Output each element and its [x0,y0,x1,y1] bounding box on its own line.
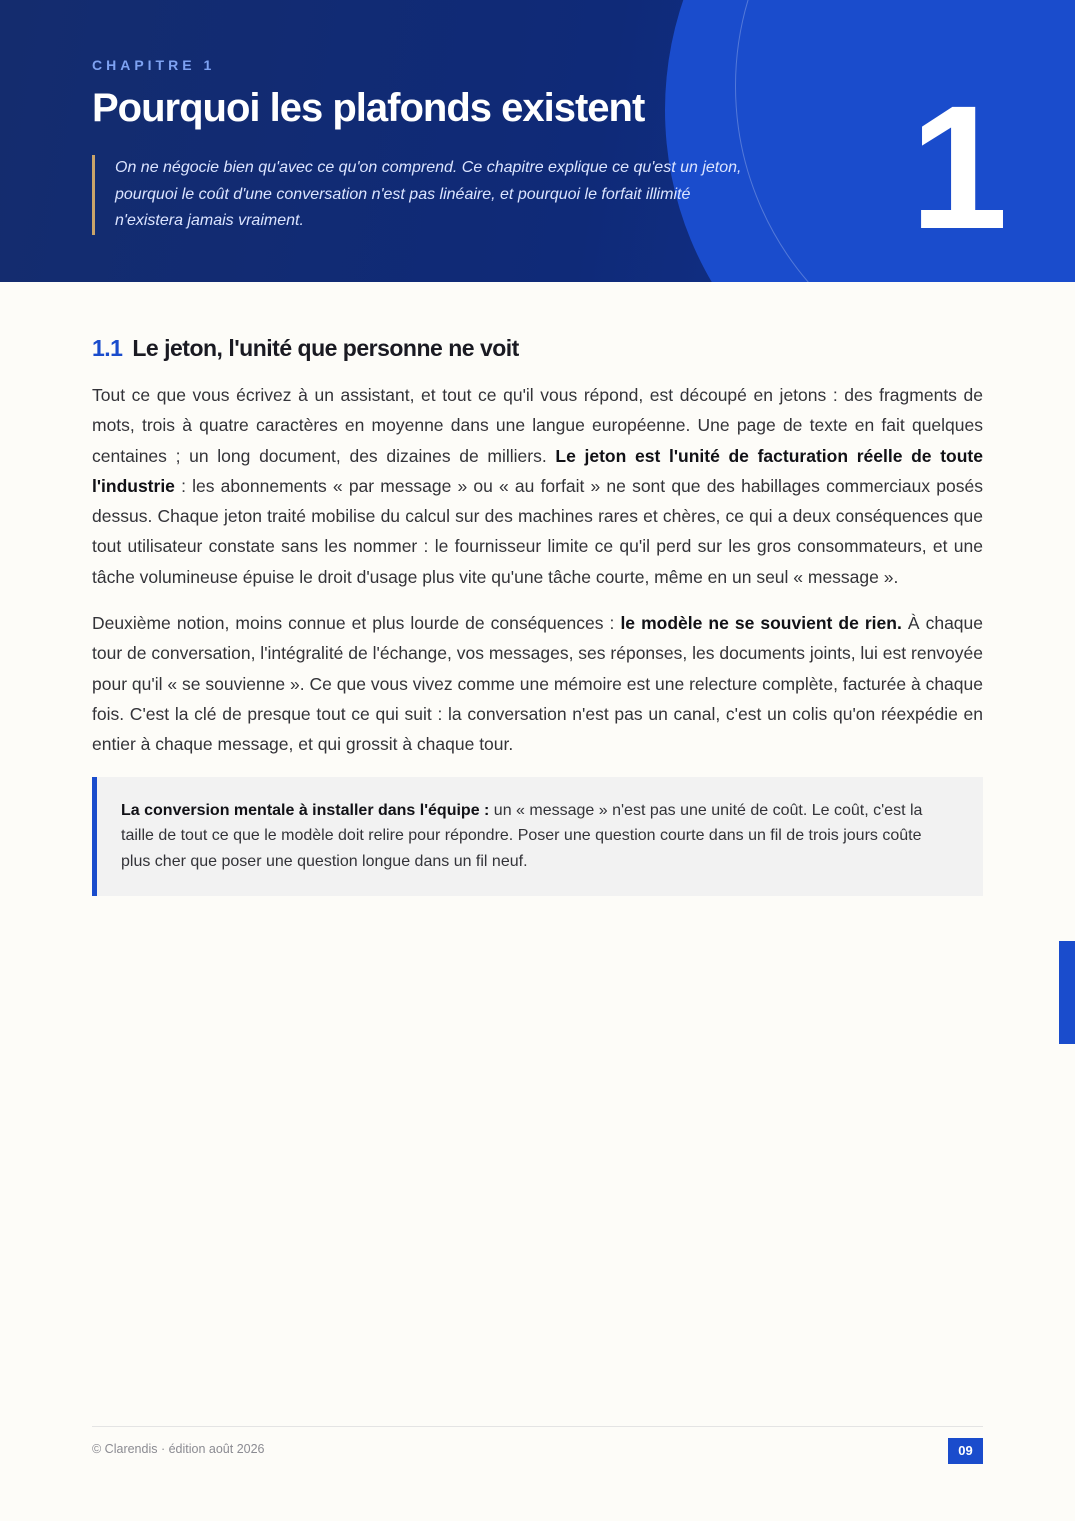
chapter-side-tab [1059,941,1075,1044]
callout-text: un « message » n'est pas une unité de coût. Le coût, c'est la taille de tout ce que le modèle doit relire pour répondre. Poser une question courte dans un fil de trois jours coûte plus cher que poser une question longue dans un fil neuf. [121,801,923,870]
main-content [92,335,983,896]
chapter-big-number: 1 [910,70,1008,266]
section-title: Le jeton, l'unité que personne ne voit [132,335,519,361]
chapter-header [0,0,1075,282]
paragraph-emphasis: Le jeton est l'unité de facturation réelle de toute l'industrie [92,445,983,496]
decorative-circle-outline [735,0,1075,282]
callout-box [92,777,983,897]
paragraph-text: Tout ce que vous écrivez à un assistant, et tout ce qu'il vous répond, est découpé en jetons : des fragments de mots, trois à quatre caractères en moyenne dans une langue européenne. Une page de texte en fait quelques centaines ; un long document, des dizaines de milliers. [92,385,983,466]
paragraph-text: À chaque tour de conversation, l'intégralité de l'échange, vos messages, ses réponses, les documents joints, lui est renvoyée pour qu'il « se souvienne ». Ce que vous vivez comme une mémoire est une relecture complète, facturée à chaque fois. C'est la clé de presque tout ce qui suit : la conversation n'est pas un canal, c'est un colis qu'on réexpédie en entier à chaque message, et qui grossit à chaque tour. [92,613,983,755]
section-heading [92,335,983,362]
callout-lead: La conversion mentale à installer dans l'équipe : [121,801,490,819]
chapter-kicker: CHAPITRE 1 [92,57,216,73]
paragraph-text: : les abonnements « par message » ou « au forfait » ne sont que des habillages commerciaux posés dessus. Chaque jeton traité mobilise du calcul sur des machines rares et chères, ce qui a deux conséquences que tout utilisateur constate sans les nommer : le fournisseur limite ce qu'il perd sur les gros consommateurs, et une tâche volumineuse épuise le droit d'usage plus vite qu'une tâche courte, même en un seul « message ». [92,475,983,587]
section-number: 1.1 [92,335,123,361]
paragraph-text: Deuxième notion, moins connue et plus lourde de conséquences : [92,613,621,634]
body-paragraph-1 [92,380,983,592]
paragraph-emphasis: le modèle ne se souvient de rien. [620,613,902,634]
page-number-badge: 09 [948,1438,983,1464]
footer-divider [92,1426,983,1427]
chapter-intro: On ne négocie bien qu'avec ce qu'on comprend. Ce chapitre explique ce qu'est un jeton, pourquoi le coût d'une conversation n'est pas linéaire, et pourquoi le forfait illimité n'existera jamais vraiment. [92,155,755,235]
footer-copyright: © Clarendis · édition août 2026 [92,1442,265,1456]
chapter-title: Pourquoi les plafonds existent [92,86,645,130]
body-paragraph-2 [92,608,983,759]
